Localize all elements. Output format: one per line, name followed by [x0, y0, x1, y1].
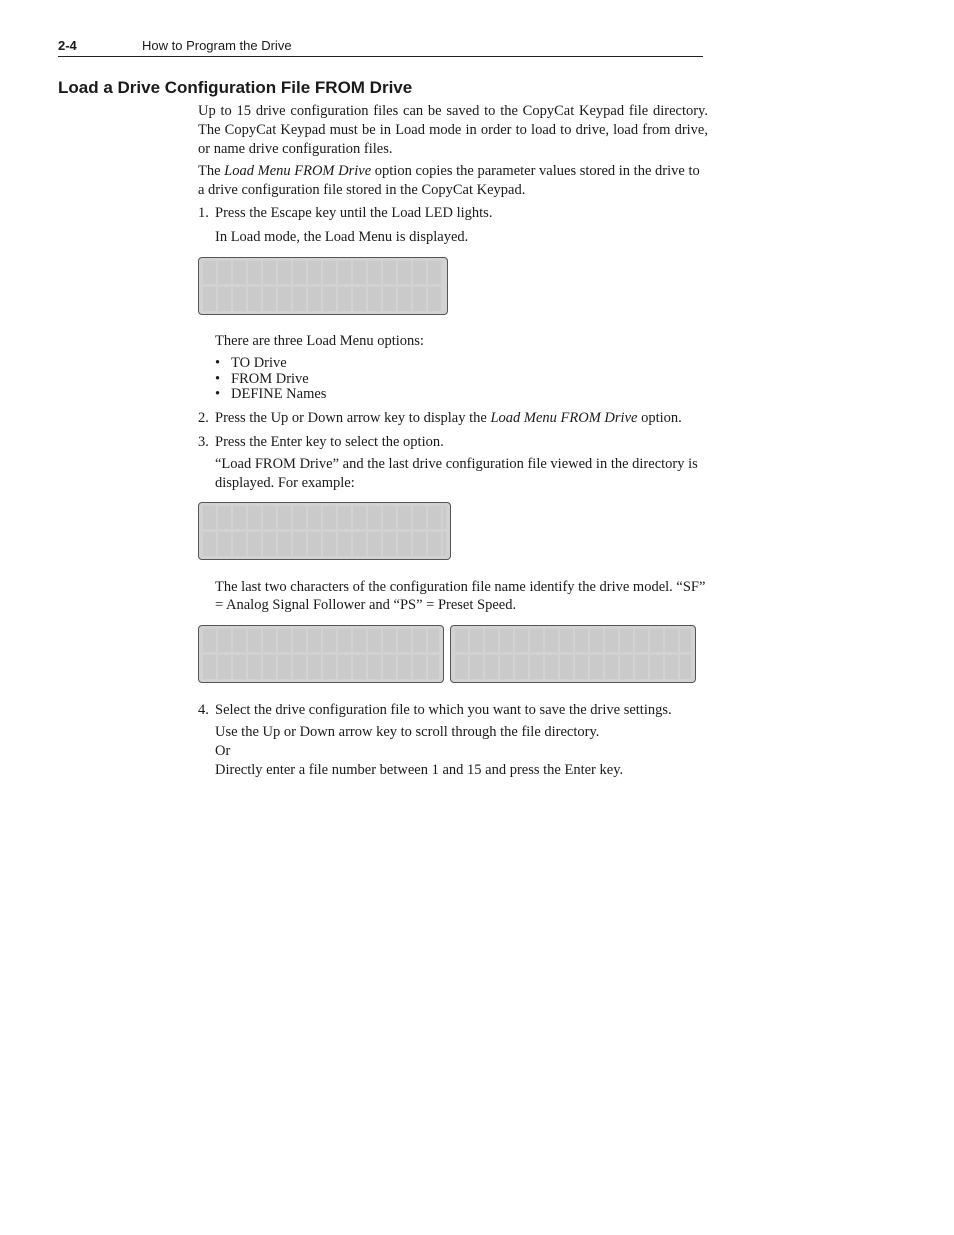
step-4	[198, 701, 708, 780]
model-note: The last two characters of the configuration file name identify the drive model. “SF” = Analog Signal Follower and “PS” = Preset Speed.	[215, 578, 706, 613]
body-content	[198, 102, 708, 780]
intro-paragraph-1: Up to 15 drive configuration files can be saved to the CopyCat Keypad file directory. The CopyCat Keypad must be in Load mode in order to load to drive, load from drive, or name drive configuration files.	[198, 103, 708, 157]
lcd-cell-grid	[203, 261, 443, 311]
step-4-subtext-1: Use the Up or Down arrow key to scroll through the file directory.	[215, 723, 600, 740]
step-1-subtext: In Load mode, the Load Menu is displayed.	[215, 229, 469, 245]
step-number: 1.	[198, 205, 209, 221]
running-title: How to Program the Drive	[142, 38, 292, 53]
list-item: • FROM Drive	[215, 372, 708, 388]
list-item: • DEFINE Names	[215, 387, 708, 403]
step-2	[198, 409, 708, 428]
list-item: • TO Drive	[215, 356, 708, 372]
lcd-model-examples	[198, 625, 708, 683]
step-1	[198, 204, 708, 247]
step-number: 2.	[198, 409, 209, 426]
intro-paragraph-2: The Load Menu FROM Drive option copies the parameter values stored in the drive to a drive configuration file stored in the CopyCat Keypad.	[198, 163, 700, 198]
lcd-cell-grid	[455, 629, 691, 679]
step-3-subtext: “Load FROM Drive” and the last drive configuration file viewed in the directory is displayed. For example:	[215, 455, 698, 491]
lcd-model-sf	[198, 625, 444, 683]
load-menu-from-drive-term: Load Menu FROM Drive	[224, 163, 372, 179]
step-4-subtext-3: Directly enter a file number between 1 and 15 and press the Enter key.	[215, 761, 624, 778]
step-2-text: Press the Up or Down arrow key to display the Load Menu FROM Drive option.	[215, 409, 682, 426]
load-menu-options-list	[198, 356, 708, 403]
step-number: 3.	[198, 433, 209, 450]
lcd-load-from-drive	[198, 502, 451, 560]
step-4-subtext-2: Or	[215, 742, 231, 759]
step-4-text: Select the drive configuration file to which you want to save the drive settings.	[215, 701, 672, 718]
page-number: 2-4	[58, 38, 77, 53]
step-3-text: Press the Enter key to select the option.	[215, 433, 444, 450]
step-number: 4.	[198, 701, 209, 718]
step-1-text: Press the Escape key until the Load LED lights.	[215, 205, 493, 221]
lcd-load-menu-to-drive	[198, 257, 448, 315]
options-intro: There are three Load Menu options:	[215, 333, 424, 349]
section-title: Load a Drive Configuration File FROM Drive	[58, 78, 413, 97]
lcd-cell-grid	[203, 629, 439, 679]
page-header	[58, 38, 703, 57]
step-3	[198, 433, 708, 493]
lcd-cell-grid	[203, 506, 446, 556]
lcd-model-ps	[450, 625, 696, 683]
